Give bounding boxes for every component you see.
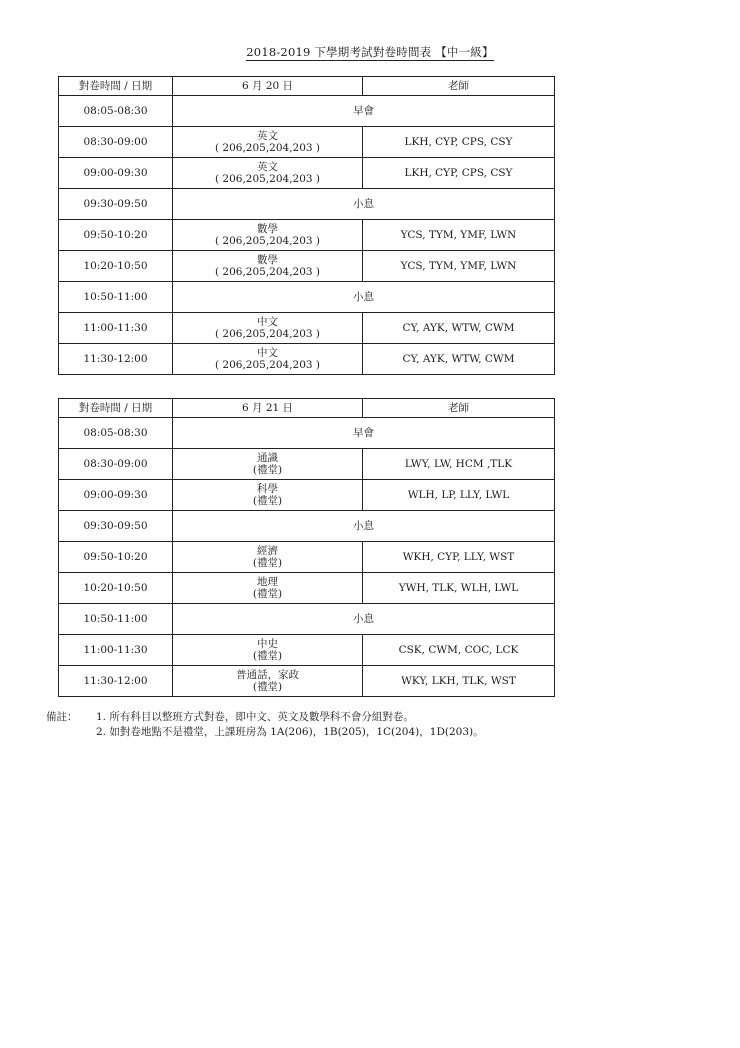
table-row bbox=[59, 480, 555, 511]
header-time-date: 對卷時間 / 日期 bbox=[59, 399, 173, 418]
table-row bbox=[59, 282, 555, 313]
teachers-cell: LKH, CYP, CPS, CSY bbox=[363, 127, 555, 158]
table-row bbox=[59, 635, 555, 666]
teachers-cell: CY, AYK, WTW, CWM bbox=[363, 313, 555, 344]
time-slot-cell: 11:00-11:30 bbox=[59, 635, 173, 666]
table-header-row bbox=[59, 77, 555, 96]
break-cell: 小息 bbox=[173, 189, 555, 220]
teachers-cell: WLH, LP, LLY, LWL bbox=[363, 480, 555, 511]
subject-cell bbox=[173, 449, 363, 480]
table-row bbox=[59, 251, 555, 282]
table-row bbox=[59, 449, 555, 480]
table-row bbox=[59, 418, 555, 449]
subject-name: 中文 bbox=[257, 347, 278, 359]
time-slot-cell: 10:20-10:50 bbox=[59, 573, 173, 604]
table-row bbox=[59, 96, 555, 127]
teachers-cell: YWH, TLK, WLH, LWL bbox=[363, 573, 555, 604]
table-row bbox=[59, 127, 555, 158]
time-slot-cell: 08:30-09:00 bbox=[59, 127, 173, 158]
page-title bbox=[0, 44, 740, 60]
teachers-cell: CSK, CWM, COC, LCK bbox=[363, 635, 555, 666]
subject-cell bbox=[173, 480, 363, 511]
subject-name: 英文 bbox=[257, 161, 278, 173]
subject-room: ( 206,205,204,203 ) bbox=[214, 142, 321, 154]
subject-cell bbox=[173, 344, 363, 375]
break-cell: 小息 bbox=[173, 282, 555, 313]
teachers-cell: CY, AYK, WTW, CWM bbox=[363, 344, 555, 375]
subject-cell bbox=[173, 573, 363, 604]
subject-name: 數學 bbox=[257, 254, 278, 266]
subject-name: 經濟 bbox=[257, 545, 278, 557]
subject-cell bbox=[173, 666, 363, 697]
subject-room: (禮堂) bbox=[252, 495, 283, 507]
teachers-cell: LWY, LW, HCM ,TLK bbox=[363, 449, 555, 480]
time-slot-cell: 11:30-12:00 bbox=[59, 344, 173, 375]
note-item: 1. 所有科目以整班方式對卷，即中文、英文及數學科不會分組對卷。 bbox=[96, 711, 414, 723]
table-row bbox=[59, 158, 555, 189]
subject-room: ( 206,205,204,203 ) bbox=[214, 266, 321, 278]
table-row bbox=[59, 344, 555, 375]
time-slot-cell: 10:50-11:00 bbox=[59, 282, 173, 313]
subject-room: (禮堂) bbox=[252, 650, 283, 662]
table-row bbox=[59, 604, 555, 635]
time-slot-cell: 11:00-11:30 bbox=[59, 313, 173, 344]
subject-room: (禮堂) bbox=[252, 588, 283, 600]
teachers-cell: LKH, CYP, CPS, CSY bbox=[363, 158, 555, 189]
subject-name: 英文 bbox=[257, 130, 278, 142]
table-row bbox=[59, 189, 555, 220]
time-slot-cell: 08:30-09:00 bbox=[59, 449, 173, 480]
header-date: 6 月 21 日 bbox=[173, 399, 363, 418]
subject-name: 中文 bbox=[257, 316, 278, 328]
subject-name: 數學 bbox=[257, 223, 278, 235]
page-title-text: 2018-2019 下學期考試對卷時間表 【中一級】 bbox=[246, 45, 494, 59]
teachers-cell: WKH, CYP, LLY, WST bbox=[363, 542, 555, 573]
time-slot-cell: 10:20-10:50 bbox=[59, 251, 173, 282]
table-row bbox=[59, 666, 555, 697]
break-cell: 早會 bbox=[173, 96, 555, 127]
notes-label: 備註： bbox=[46, 711, 78, 723]
schedule-table-day1 bbox=[58, 76, 555, 375]
subject-cell bbox=[173, 542, 363, 573]
subject-room: (禮堂) bbox=[252, 464, 283, 476]
subject-room: (禮堂) bbox=[252, 557, 283, 569]
table-row bbox=[59, 573, 555, 604]
table-row bbox=[59, 542, 555, 573]
time-slot-cell: 09:50-10:20 bbox=[59, 542, 173, 573]
time-slot-cell: 09:30-09:50 bbox=[59, 511, 173, 542]
time-slot-cell: 08:05-08:30 bbox=[59, 418, 173, 449]
subject-room: ( 206,205,204,203 ) bbox=[214, 328, 321, 340]
subject-room: ( 206,205,204,203 ) bbox=[214, 173, 321, 185]
subject-room: ( 206,205,204,203 ) bbox=[214, 235, 321, 247]
time-slot-cell: 09:00-09:30 bbox=[59, 480, 173, 511]
subject-cell bbox=[173, 313, 363, 344]
time-slot-cell: 09:50-10:20 bbox=[59, 220, 173, 251]
subject-name: 地理 bbox=[257, 576, 278, 588]
subject-cell bbox=[173, 635, 363, 666]
time-slot-cell: 10:50-11:00 bbox=[59, 604, 173, 635]
table-row bbox=[59, 220, 555, 251]
table-row bbox=[59, 313, 555, 344]
break-cell: 早會 bbox=[173, 418, 555, 449]
time-slot-cell: 11:30-12:00 bbox=[59, 666, 173, 697]
time-slot-cell: 09:30-09:50 bbox=[59, 189, 173, 220]
subject-room: ( 206,205,204,203 ) bbox=[214, 359, 321, 371]
subject-name: 科學 bbox=[257, 483, 278, 495]
time-slot-cell: 08:05-08:30 bbox=[59, 96, 173, 127]
header-time-date: 對卷時間 / 日期 bbox=[59, 77, 173, 96]
subject-cell bbox=[173, 158, 363, 189]
teachers-cell: YCS, TYM, YMF, LWN bbox=[363, 251, 555, 282]
note-item: 2. 如對卷地點不是禮堂，上課班房為 1A(206)，1B(205)，1C(204)，1D(203)。 bbox=[96, 726, 484, 738]
table-header-row bbox=[59, 399, 555, 418]
subject-cell bbox=[173, 220, 363, 251]
header-date: 6 月 20 日 bbox=[173, 77, 363, 96]
subject-cell bbox=[173, 251, 363, 282]
header-teacher: 老師 bbox=[363, 77, 555, 96]
subject-room: (禮堂) bbox=[252, 681, 283, 693]
break-cell: 小息 bbox=[173, 511, 555, 542]
break-cell: 小息 bbox=[173, 604, 555, 635]
subject-cell bbox=[173, 127, 363, 158]
teachers-cell: WKY, LKH, TLK, WST bbox=[363, 666, 555, 697]
table-row bbox=[59, 511, 555, 542]
subject-name: 中史 bbox=[257, 638, 278, 650]
teachers-cell: YCS, TYM, YMF, LWN bbox=[363, 220, 555, 251]
time-slot-cell: 09:00-09:30 bbox=[59, 158, 173, 189]
subject-name: 普通話，家政 bbox=[236, 669, 299, 681]
schedule-table-day2 bbox=[58, 398, 555, 697]
subject-name: 通識 bbox=[257, 452, 278, 464]
header-teacher: 老師 bbox=[363, 399, 555, 418]
